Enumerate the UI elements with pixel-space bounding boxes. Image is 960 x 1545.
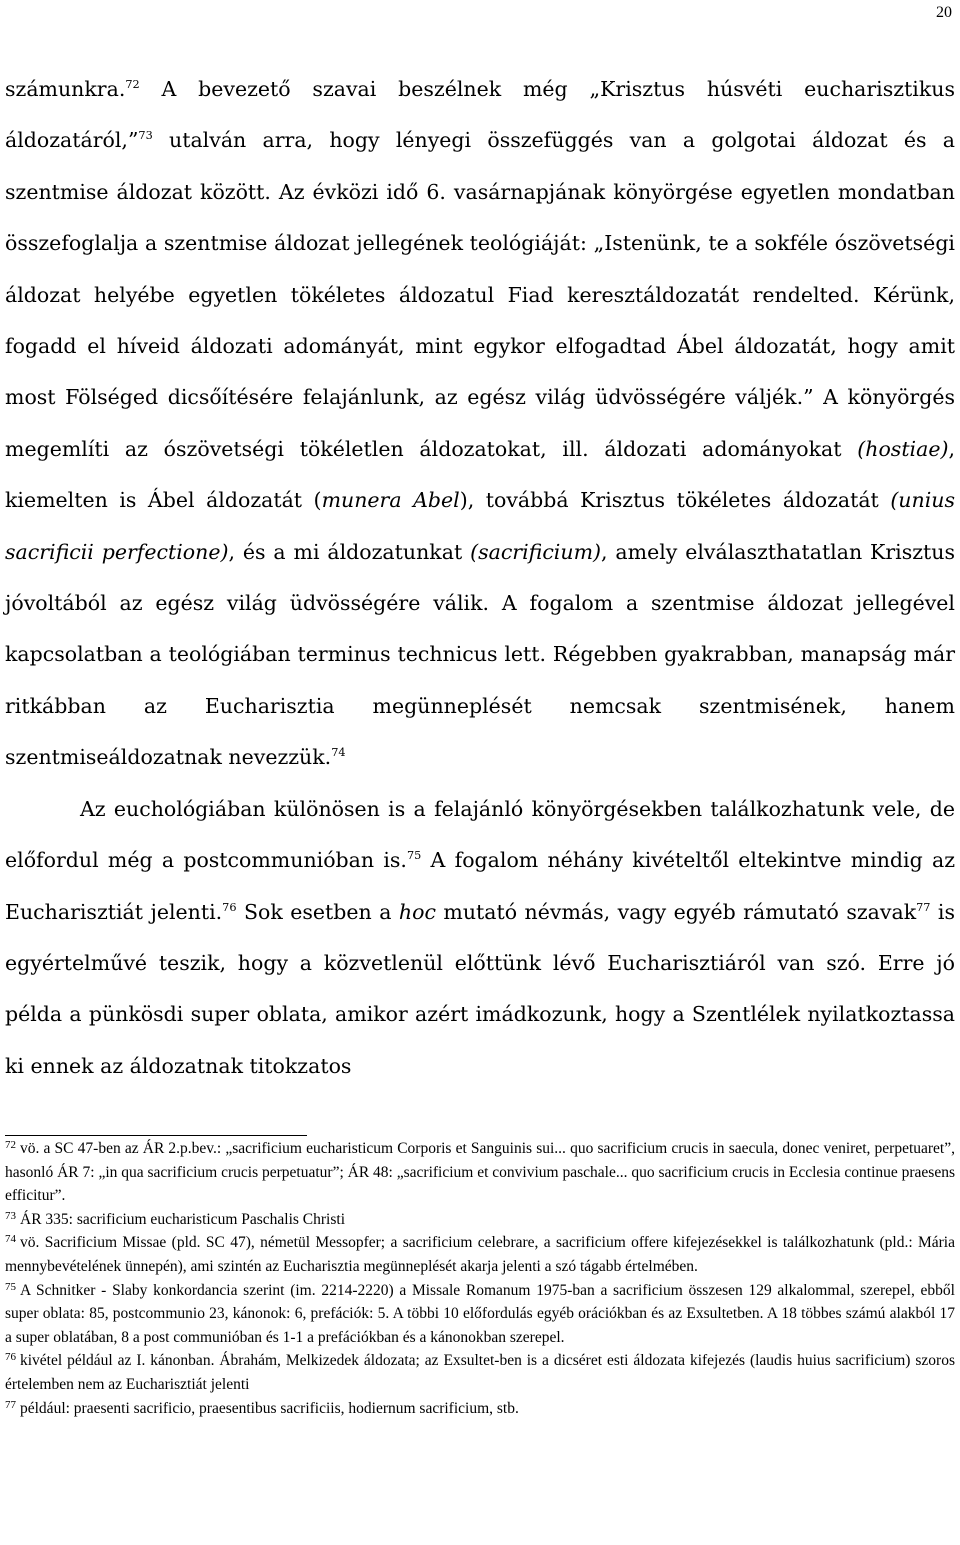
footnote (5, 1231, 955, 1278)
footnote-number: 77 (5, 1398, 16, 1411)
footnote-reference: 76 (222, 900, 237, 914)
footnote-text: vö. Sacrificium Missae (pld. SC 47), németül Messopfer; a sacrificium celebrare, a sacrificium offere kifejezésekkel is találkozhatunk (pld.: Mária mennybevételének ünnepén), ami szintén az Eucharisztia megünneplését akarja jelenti a szó tágabb értelmében. (5, 1234, 955, 1275)
italic-term: (sacrificium) (470, 539, 602, 564)
footnote (5, 1137, 955, 1208)
footnote-text: kivétel például az I. kánonban. Ábrahám, Melkizedek áldozata; az Exsultet-ben is a dicséret esti áldozata kifejezés (laudis huius sacrificium) szoros értelemben nem az Eucharisztiát jelenti (5, 1352, 955, 1393)
footnote (5, 1349, 955, 1396)
footnotes (5, 1137, 955, 1420)
text-run: , kiemelten is Ábel áldozatát ( (5, 436, 955, 513)
footnote-number: 75 (5, 1280, 16, 1293)
footnote-number: 74 (5, 1233, 16, 1246)
text-run: ), továbbá Krisztus tökéletes áldozatát (459, 488, 891, 513)
footnote-text: vö. a SC 47-ben az ÁR 2.p.bev.: „sacrificium eucharisticum Corporis et Sanguinis sui... quo sacrificium crucis in saecula, donec veniret, perpetuaret”, hasonló ÁR 7: „in qua sacrificium crucis perpetuatur”; ÁR 48: „sacrificium et convivium paschale... quo sacrificium crucis in Ecclesia continue praesens efficitur”. (5, 1140, 955, 1205)
footnote-separator (5, 1135, 307, 1136)
text-run: , és a mi áldozatunkat (228, 539, 471, 564)
footnote-number: 72 (5, 1139, 16, 1151)
text-run: A bevezető szavai beszélnek még „Krisztus húsvéti eucharisztikus áldozatáról,” (5, 77, 955, 153)
footnote-text: például: praesenti sacrificio, praesentibus sacrificiis, hodiernum sacrificium, stb. (20, 1399, 519, 1417)
footnote-reference: 72 (125, 78, 140, 92)
text-run: Sok esetben a (236, 899, 399, 924)
text-run: , amely elválaszthatatlan Krisztus jóvoltából az egész világ üdvösségére válik. A fogalom a szentmise áldozat jellegével kapcsolatban a teológiában terminus technicus lett. Régebben gyakrabban, manapság már ritkábban az Eucharisztia megünneplését nemcsak szentmisének, hanem szentmiseáldozatnak nevezzük. (5, 539, 956, 770)
text-run: számunkra. (5, 77, 126, 101)
footnote-reference: 77 (916, 900, 931, 914)
footnote-reference: 74 (331, 746, 346, 760)
italic-term: (hostiae) (857, 436, 949, 461)
footnote-number: 73 (5, 1209, 16, 1222)
text-run: mutató névmás, vagy egyéb rámutató szavak (435, 899, 917, 924)
page-number: 20 (936, 4, 952, 21)
footnote-reference: 73 (138, 129, 153, 143)
paragraph (5, 784, 955, 1092)
footnote-number: 76 (5, 1351, 16, 1364)
text-run: utalván arra, hogy lényegi összefüggés van a golgotai áldozat és a szentmise áldozat között. Az évközi idő 6. vasárnapjának könyörgése egyetlen mondatban összefoglalja a szentmise áldozat jellegének teológiáját: „Istenünk, te a sokféle ószövetségi áldozat helyébe egyetlen tökéletes áldozatul Fiad keresztáldozatát rendelted. Kérünk, fogadd el híveid áldozati adományát, mint egykor elfogadtad Ábel áldozatát, hogy amit most Fölséged dicsőítésére felajánlunk, az egész világ üdvösségére váljék.” A könyörgés megemlíti az ószövetségi tökéletlen áldozatokat, ill. áldozati adományokat (5, 128, 955, 461)
text-run: is egyértelművé teszik, hogy a közvetlenül előttünk lévő Eucharisztiáról van szó. Erre jó példa a pünkösdi super oblata, amikor azért imádkozunk, hogy a Szentlélek nyilatkoztassa ki ennek az áldozatnak titokzatos (5, 899, 956, 1078)
italic-term: hoc (398, 899, 436, 924)
footnote-text: A Schnitker - Slaby konkordancia szerint (im. 2214-2220) a Missale Romanum 1975-ban a sacrificium összesen 129 alkalommal, szerepel, ebből super oblata: 85, postcommunio 23, kánonok: 6, prefációk: 5. A többi 10 előfordulás egyéb orációkban és az Exsultetben. A 18 többes számú alakból 17 a super oblatában, 8 a post communióban és 1-1 a prefációkban és a kánonokban szerepel. (5, 1281, 955, 1346)
main-text (5, 64, 955, 1092)
italic-term: (unius sacrificii perfectione) (5, 488, 955, 564)
footnote (5, 1279, 955, 1350)
footnote-text: ÁR 335: sacrificium eucharisticum Paschalis Christi (20, 1210, 346, 1228)
footnote (5, 1208, 955, 1232)
italic-term: munera Abel (321, 488, 460, 513)
text-run: Az euchológiában különösen is a felajánló könyörgésekben találkozhatunk vele, de előfordul még a postcommunióban is. (5, 796, 955, 873)
footnote-reference: 75 (406, 849, 422, 863)
paragraph (5, 64, 955, 784)
text-run: A fogalom néhány kivételtől eltekintve mindig az Eucharisztiát jelenti. (5, 848, 955, 924)
footnote (5, 1397, 955, 1421)
